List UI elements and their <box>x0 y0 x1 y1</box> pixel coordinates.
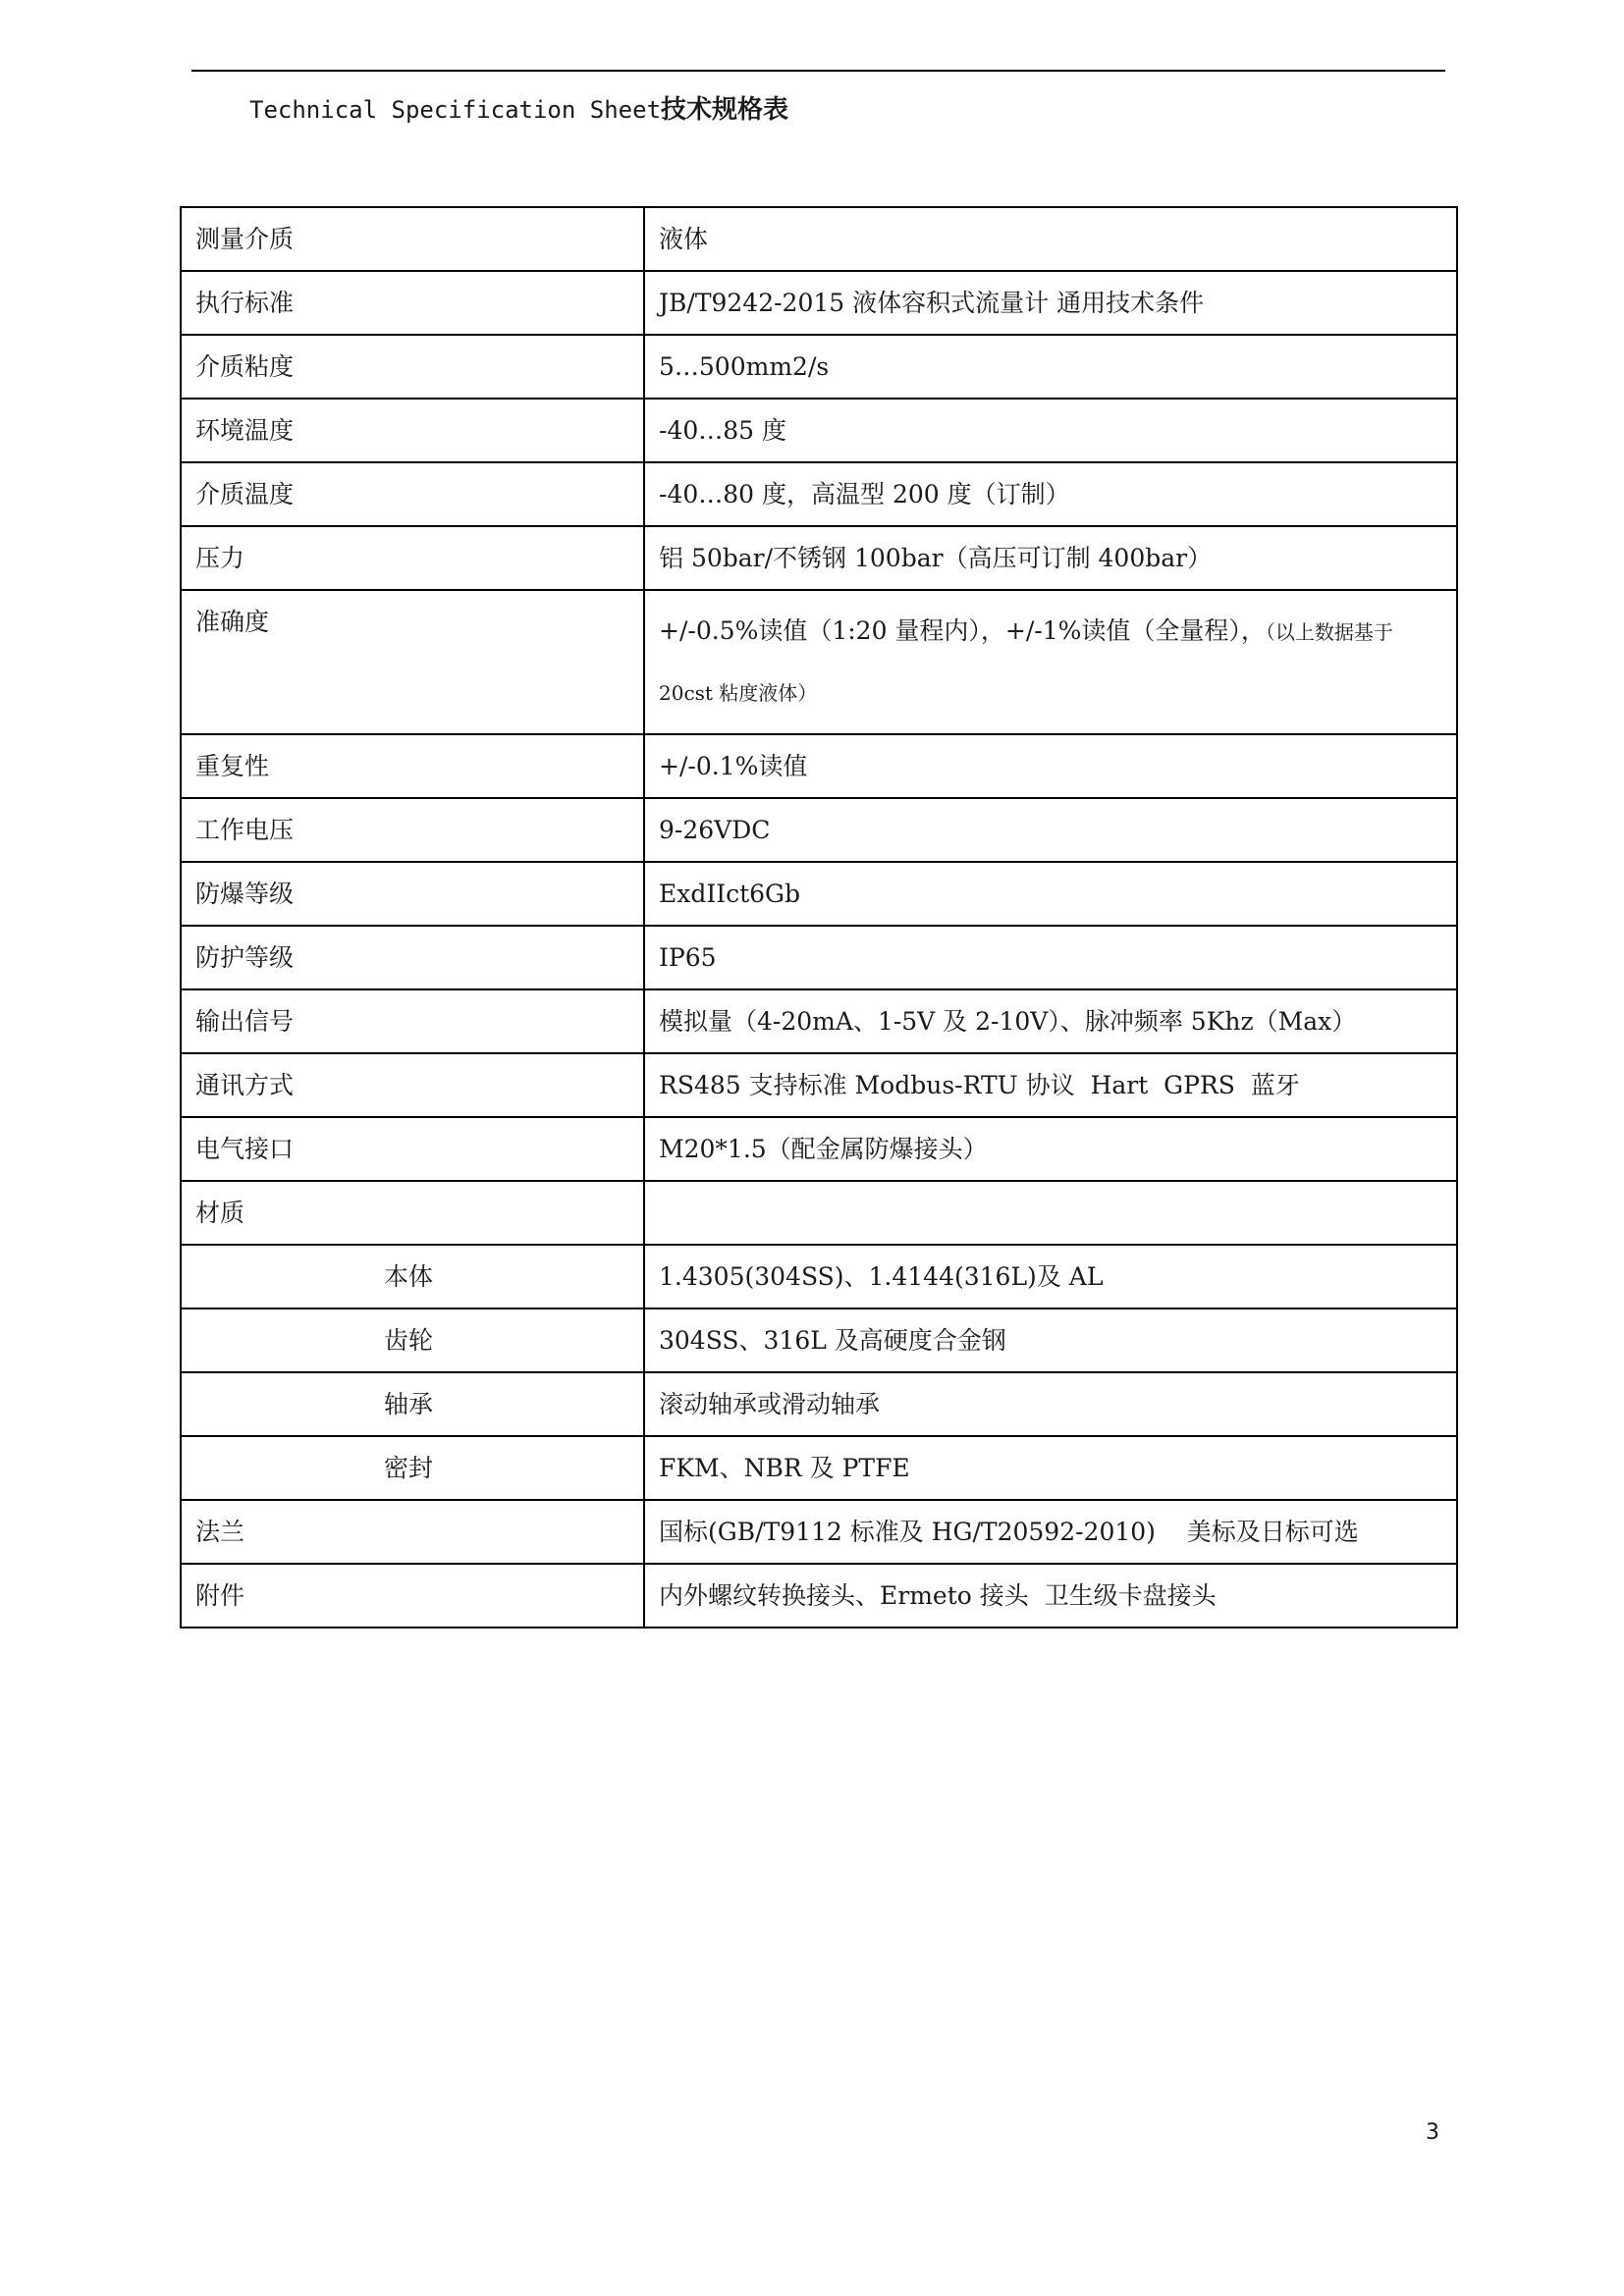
spec-value: FKM、NBR 及 PTFE <box>644 1436 1457 1500</box>
table-row <box>181 1500 1457 1564</box>
spec-value-text: +/-0.5%读值（1:20 量程内），+/-1%读值（全量程）， <box>659 616 1266 645</box>
spec-value-line2: 20cst 粘度液体） <box>659 681 818 705</box>
spec-value: 内外螺纹转换接头、Ermeto 接头 卫生级卡盘接头 <box>644 1564 1457 1628</box>
spec-key: 介质温度 <box>181 462 644 526</box>
table-row <box>181 399 1457 462</box>
spec-key: 执行标准 <box>181 271 644 335</box>
spec-key: 环境温度 <box>181 399 644 462</box>
table-row <box>181 271 1457 335</box>
spec-value: +/-0.1%读值 <box>644 734 1457 798</box>
spec-key: 电气接口 <box>181 1117 644 1181</box>
spec-value-note: （以上数据基于 <box>1265 620 1393 644</box>
spec-key: 压力 <box>181 526 644 590</box>
spec-value-line1 <box>659 615 1442 648</box>
spec-value: ExdIIct6Gb <box>644 862 1457 926</box>
spec-value: M20*1.5（配金属防爆接头） <box>644 1117 1457 1181</box>
spec-value: 滚动轴承或滑动轴承 <box>644 1372 1457 1436</box>
spec-subkey: 齿轮 <box>181 1308 644 1372</box>
table-row <box>181 1117 1457 1181</box>
table-row <box>181 989 1457 1053</box>
table-row <box>181 798 1457 862</box>
spec-key: 输出信号 <box>181 989 644 1053</box>
spec-key: 防护等级 <box>181 926 644 989</box>
table-row <box>181 1308 1457 1372</box>
spec-table <box>180 206 1458 1629</box>
table-row <box>181 862 1457 926</box>
spec-value: 液体 <box>644 207 1457 271</box>
spec-value: RS485 支持标准 Modbus-RTU 协议 Hart GPRS 蓝牙 <box>644 1053 1457 1117</box>
spec-key: 重复性 <box>181 734 644 798</box>
spec-value: 国标(GB/T9112 标准及 HG/T20592-2010) 美标及日标可选 <box>644 1500 1457 1564</box>
spec-key: 介质粘度 <box>181 335 644 399</box>
spec-value: -40…80 度，高温型 200 度（订制） <box>644 462 1457 526</box>
table-row <box>181 1181 1457 1245</box>
spec-value <box>644 590 1457 734</box>
spec-value <box>644 1181 1457 1245</box>
spec-subkey: 轴承 <box>181 1372 644 1436</box>
spec-value: -40…85 度 <box>644 399 1457 462</box>
spec-subkey: 密封 <box>181 1436 644 1500</box>
table-row <box>181 590 1457 734</box>
spec-value: 1.4305(304SS)、1.4144(316L)及 AL <box>644 1245 1457 1308</box>
spec-key: 材质 <box>181 1181 644 1245</box>
table-row <box>181 1053 1457 1117</box>
header-rule <box>191 70 1445 72</box>
table-row <box>181 734 1457 798</box>
spec-key: 准确度 <box>181 590 644 734</box>
table-row <box>181 207 1457 271</box>
table-row <box>181 462 1457 526</box>
document-title-latin: Technical Specification Sheet <box>249 96 662 124</box>
table-row <box>181 526 1457 590</box>
spec-key: 工作电压 <box>181 798 644 862</box>
spec-value: 304SS、316L 及高硬度合金钢 <box>644 1308 1457 1372</box>
spec-value: 模拟量（4-20mA、1-5V 及 2-10V）、脉冲频率 5Khz（Max） <box>644 989 1457 1053</box>
table-row <box>181 1564 1457 1628</box>
spec-value: 铝 50bar/不锈钢 100bar（高压可订制 400bar） <box>644 526 1457 590</box>
spec-key: 法兰 <box>181 1500 644 1564</box>
document-title-cjk: 技术规格表 <box>661 95 789 125</box>
spec-key: 测量介质 <box>181 207 644 271</box>
document-title <box>249 93 788 127</box>
spec-key: 附件 <box>181 1564 644 1628</box>
table-row <box>181 926 1457 989</box>
table-row <box>181 335 1457 399</box>
spec-value: JB/T9242-2015 液体容积式流量计 通用技术条件 <box>644 271 1457 335</box>
table-row <box>181 1372 1457 1436</box>
table-row <box>181 1245 1457 1308</box>
spec-value: IP65 <box>644 926 1457 989</box>
spec-value: 5…500mm2/s <box>644 335 1457 399</box>
spec-subkey: 本体 <box>181 1245 644 1308</box>
spec-key: 防爆等级 <box>181 862 644 926</box>
spec-key: 通讯方式 <box>181 1053 644 1117</box>
page-number: 3 <box>1426 2120 1439 2145</box>
spec-value: 9-26VDC <box>644 798 1457 862</box>
table-row <box>181 1436 1457 1500</box>
